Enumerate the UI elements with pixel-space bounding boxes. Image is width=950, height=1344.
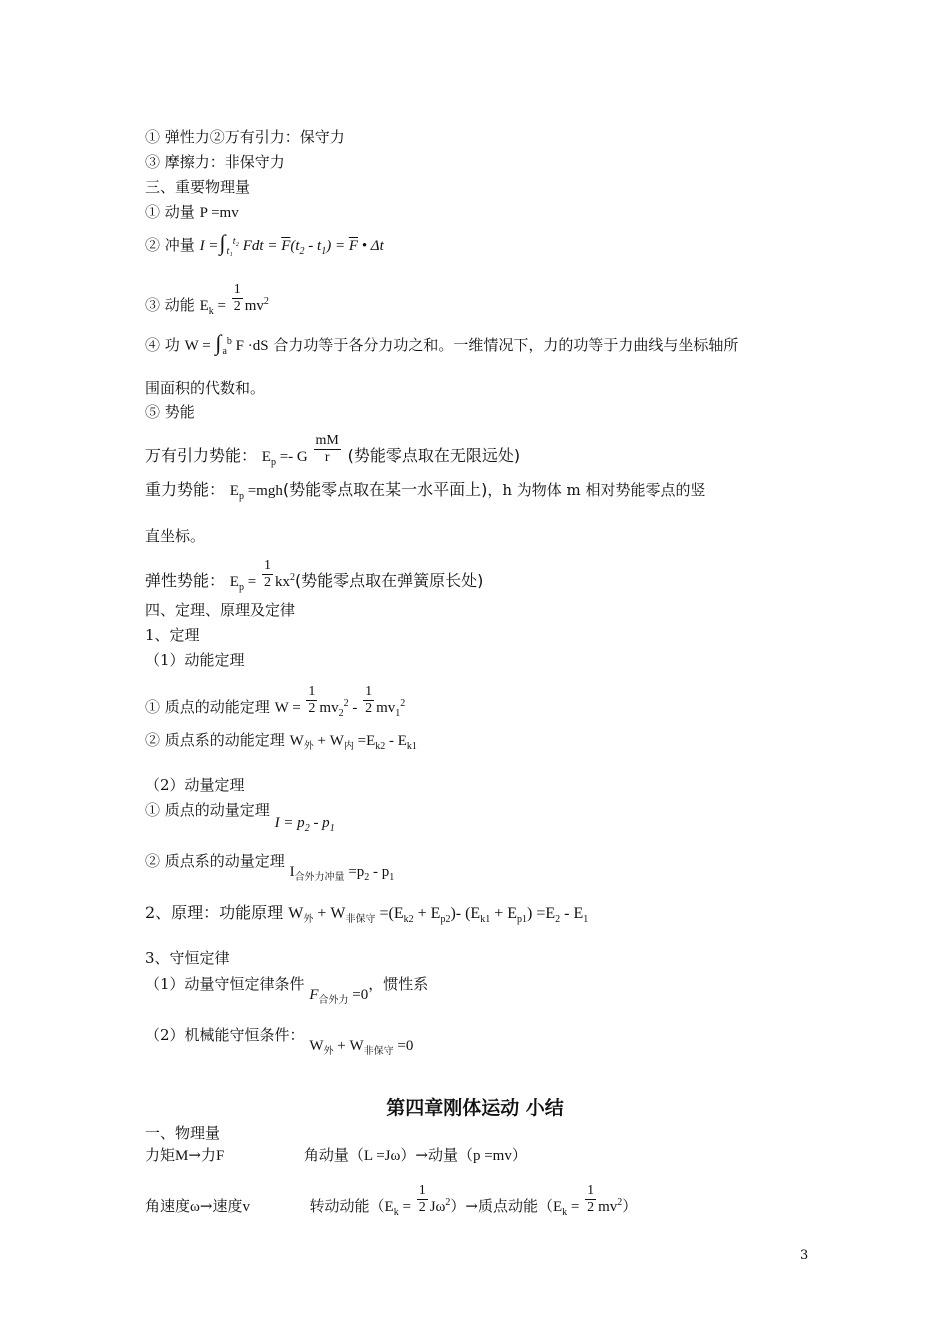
elastic-pe-note: (势能零点取在弹簧原长处) xyxy=(294,571,484,590)
grav-pe-note: (势能零点取在无限远处) xyxy=(347,446,521,465)
elastic-pe-label: 弹性势能： xyxy=(145,571,226,590)
particle-ke-label: ① 质点的动能定理 xyxy=(145,698,270,716)
angular-velocity-label: 角速度 xyxy=(145,1197,191,1215)
momentum-formula: P =mv xyxy=(199,205,239,221)
page-number: 3 xyxy=(800,1248,809,1263)
sub-hewaili: 合外力 xyxy=(318,995,349,1006)
work-description: 合力功等于各分力功之和。一维情况下，力的功等于力曲线与坐标轴所 xyxy=(273,336,739,354)
momentum-label: ）→动量（ xyxy=(400,1146,473,1164)
text-line xyxy=(145,378,265,398)
text-line xyxy=(145,402,195,422)
kinetic-energy-formula: $E_k$ = $\frac{1}{2}$ $mv^2$ xyxy=(199,282,269,317)
particle-ke-formula: $E_k$ = $\frac{1}{2}$ $mv^2$ xyxy=(552,1183,623,1218)
system-ke-formula: $W_外 + W_内 =E_{k2} - E_{k1}$ xyxy=(289,733,417,752)
particle-ke-formula: W = $\frac{1}{2}$ $mv_2^2$ - $\frac{1}{2}$ $mv_1^2$ xyxy=(274,684,406,719)
kinetic-energy-line xyxy=(145,282,269,316)
work-energy-formula: $W_外 + W_{非保守} =(E_{k2} + E_{p2})-$ $(E_{k1} + E_{p1}) =E_2 - E_1$ xyxy=(288,905,589,926)
text-line xyxy=(145,526,205,546)
gravity-pe-label: 重力势能： xyxy=(145,480,226,499)
torque-symbol: M xyxy=(175,1148,189,1164)
text-line-content: ① 弹性力②万有引力：保守力 xyxy=(145,128,345,146)
omega-symbol: ω xyxy=(190,1199,200,1215)
momentum-conservation-label: （1）动量守恒定律条件 xyxy=(145,975,305,993)
section-heading xyxy=(145,1123,220,1143)
particle-ke-label: ）→质点动能（ xyxy=(450,1197,553,1215)
particle-momentum-formula: $I = p_2 - p_1$ xyxy=(274,815,335,834)
energy-conservation-label: （2）机械能守恒条件： xyxy=(145,1026,305,1044)
system-ke-label: ② 质点系的动能定理 xyxy=(145,731,285,749)
work-integrand: F ·dS xyxy=(235,338,269,354)
section-heading xyxy=(145,600,295,620)
text-line-content: ⑤ 势能 xyxy=(145,403,195,421)
gravity-pe-rhs: =mgh xyxy=(247,483,283,499)
velocity-symbol: v xyxy=(242,1199,250,1215)
sub-feibaoshou: 非保守 xyxy=(345,914,376,926)
impulse-line xyxy=(145,230,384,257)
system-momentum-theorem xyxy=(145,851,395,883)
section-heading-text: 一、物理量 xyxy=(145,1124,221,1142)
work-line xyxy=(145,330,739,357)
chapter-title: 第四章刚体运动 小结 xyxy=(386,1097,564,1119)
sub-wai: 外 xyxy=(323,1046,334,1057)
work-energy-label: 2、原理：功能原理 xyxy=(145,903,284,922)
text-line xyxy=(145,127,345,147)
text-line-content: ③ 摩擦力：非保守力 xyxy=(145,153,285,171)
particle-momentum-theorem xyxy=(145,800,335,834)
angular-momentum-label: 角动量（ xyxy=(303,1146,364,1164)
text-line-content: 围面积的代数和。 xyxy=(145,379,266,397)
momentum-conservation xyxy=(145,974,429,1006)
gravity-pe-description: ，h 为物体 m 相对势能零点的竖 xyxy=(487,481,706,499)
text-line xyxy=(145,152,285,172)
text-line xyxy=(145,948,230,968)
grav-pe-formula: $E_p =- G$ $\frac{mM}{r}$ xyxy=(261,433,339,468)
section-heading xyxy=(145,177,250,197)
velocity-label: →速度 xyxy=(199,1197,243,1215)
rotational-ke-formula: $E_k$ = $\frac{1}{2}$ $J\omega^2$ xyxy=(384,1183,451,1218)
momentum-line xyxy=(145,202,239,223)
close-paren: ） xyxy=(622,1197,638,1215)
sub-wai: 外 xyxy=(303,914,314,926)
system-ke-theorem xyxy=(145,730,417,751)
sub-wai: 外 xyxy=(303,741,314,752)
elastic-pe-line xyxy=(145,558,483,592)
text-line xyxy=(145,775,245,795)
elastic-pe-formula: $E_p$ = $\frac{1}{2}$ $kx^2$ xyxy=(229,558,295,593)
momentum-conservation-note: ，惯性系 xyxy=(368,975,429,993)
work-energy-principle xyxy=(145,903,588,924)
text-line-content: 1、定理 xyxy=(145,626,200,644)
text-line-content: （1）动能定理 xyxy=(145,651,245,669)
system-momentum-formula: $I_{合外力冲量} =p_2 - p_1$ xyxy=(289,864,395,883)
text-line xyxy=(145,650,245,670)
sub-feibaoshou: 非保守 xyxy=(363,1046,394,1057)
work-label: ④ 功 xyxy=(145,336,180,354)
particle-ke-theorem xyxy=(145,684,405,718)
grav-pe-label: 万有引力势能： xyxy=(145,446,258,465)
impulse-label: ② 冲量 xyxy=(145,236,195,254)
momentum-formula: p =mv xyxy=(472,1148,512,1164)
section-heading-text: 三、重要物理量 xyxy=(145,178,251,196)
text-line xyxy=(145,625,200,645)
momentum-conservation-formula: $F_{合外力} =0$ xyxy=(309,987,369,1006)
sub-nei: 内 xyxy=(343,741,354,752)
quantity-row xyxy=(145,1183,637,1217)
energy-conservation xyxy=(145,1025,414,1057)
force-label: →力 xyxy=(188,1146,216,1164)
sub-hewaili-chongliang: 合外力冲量 xyxy=(294,872,345,883)
quantity-row xyxy=(145,1145,527,1166)
text-line-content: 3、守恒定律 xyxy=(145,949,230,967)
force-symbol: F xyxy=(215,1148,225,1164)
impulse-formula: $I =\int_{t_1}^{t_2}$ Fdt = $\overline{F}(t_2 - t_1) = \overline{F}$ • Δt xyxy=(199,230,384,257)
energy-conservation-formula: $W_外 + W_{非保守} =0$ xyxy=(309,1038,414,1057)
close-paren: ） xyxy=(511,1146,527,1164)
momentum-label: ① 动量 xyxy=(145,203,195,221)
gravity-pe-note: (势能零点取在某一水平面上) xyxy=(282,480,488,499)
text-line-content: 直坐标。 xyxy=(145,527,206,545)
grav-pe-line xyxy=(145,433,520,467)
torque-label: 力矩 xyxy=(145,1146,176,1164)
text-line-content: （2）动量定理 xyxy=(145,776,245,794)
angular-momentum-formula: L =Jω xyxy=(363,1148,401,1164)
kinetic-energy-label: ③ 动能 xyxy=(145,296,195,314)
work-formula: $W = \int_a^b$ F ·dS xyxy=(184,330,269,357)
particle-momentum-label: ① 质点的动量定理 xyxy=(145,801,270,819)
system-momentum-label: ② 质点系的动量定理 xyxy=(145,852,285,870)
gravity-pe-formula: $E_p =mgh$ xyxy=(229,483,283,502)
rotational-ke-label: 转动动能（ xyxy=(309,1197,385,1215)
section-heading-text: 四、定理、原理及定律 xyxy=(145,601,296,619)
gravity-pe-line xyxy=(145,480,706,501)
